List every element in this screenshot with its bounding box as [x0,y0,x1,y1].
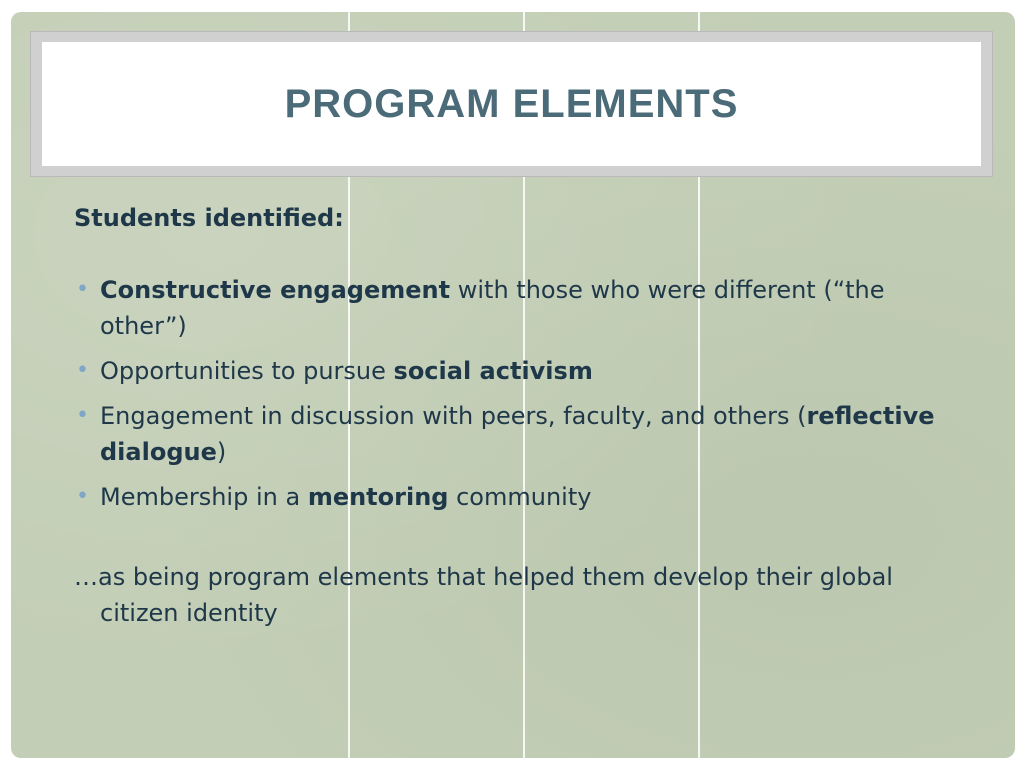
list-item [74,479,954,515]
slide-title: PROGRAM ELEMENTS [284,81,739,126]
bullet-icon: • [76,358,89,383]
bullet-bold-text: Constructive engagement [100,276,451,304]
list-item [74,272,954,344]
bullet-text: with those who were different (“the other”) [100,276,885,340]
bullet-text: Engagement in discussion with peers, faculty, and others ( [100,402,807,430]
title-box [42,42,981,166]
bullet-icon: • [76,484,89,509]
bullet-bold-text: social activism [393,357,593,385]
slide-content [74,200,954,631]
closing-text: …as being program elements that helped them develop their global citizen identity [74,563,893,627]
bullet-text: community [448,483,592,511]
list-item [74,398,954,470]
bullet-text: Opportunities to pursue [100,357,394,385]
bullet-icon: • [76,403,89,428]
bullet-bold-text: reflective dialogue [100,402,935,466]
bullet-list [74,272,954,515]
intro-text: Students identified: [74,204,344,232]
bullet-bold-text: mentoring [307,483,449,511]
bullet-text: Membership in a [100,483,308,511]
title-frame [30,31,993,177]
slide [11,12,1015,758]
bullet-icon: • [76,277,89,302]
list-item [74,353,954,389]
bullet-text: ) [216,438,227,466]
